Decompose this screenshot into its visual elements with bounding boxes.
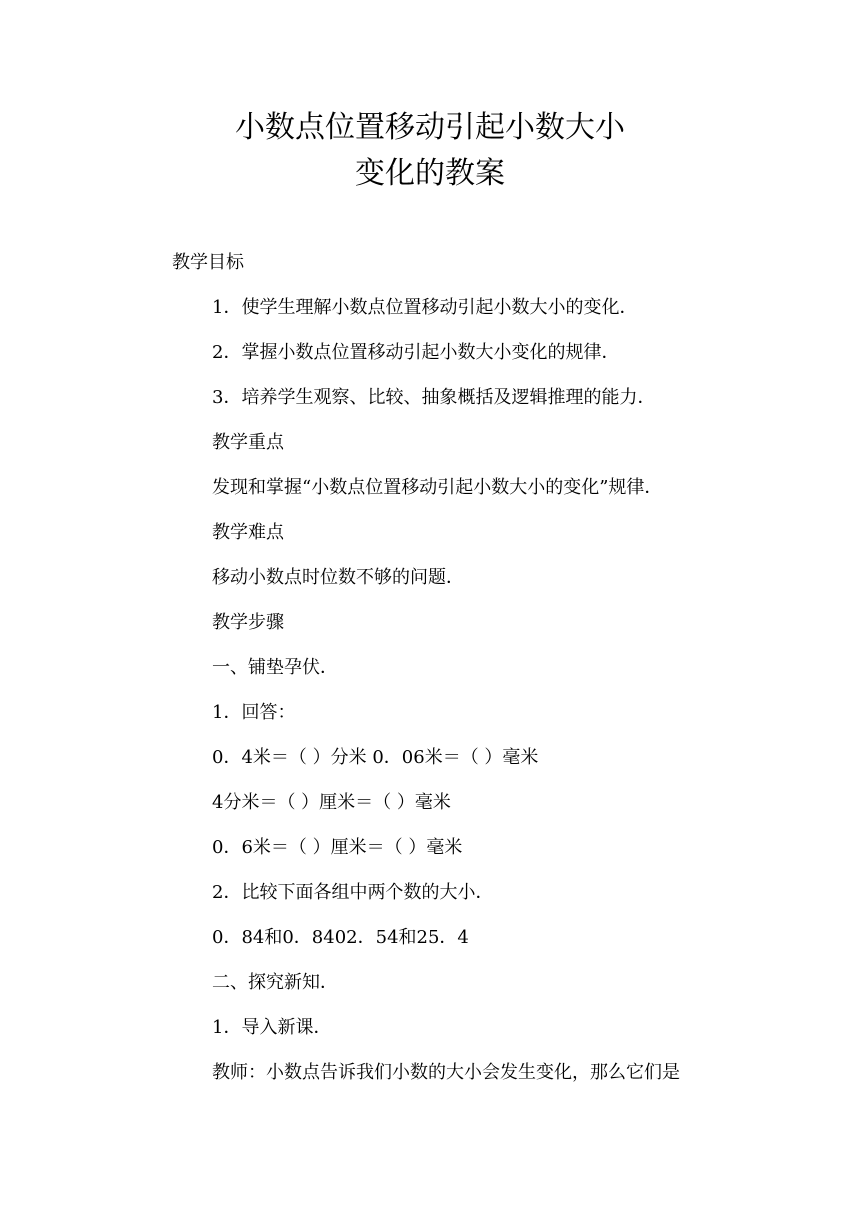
step-item-answer: 1．回答： xyxy=(212,702,296,723)
objective-item-2: 2．掌握小数点位置移动引起小数大小变化的规律． xyxy=(212,342,620,363)
exercise-line-2: 4分米＝（ ）厘米＝（ ）毫米 xyxy=(212,792,451,813)
document-title-line-2: 变化的教案 xyxy=(355,156,505,191)
exercise-line-1: 0．4米＝（ ）分米 0．06米＝（ ）毫米 xyxy=(212,747,539,768)
section-heading-teaching-steps: 教学步骤 xyxy=(212,612,284,633)
step-item-compare: 2．比较下面各组中两个数的大小． xyxy=(212,882,494,903)
document-title-line-1: 小数点位置移动引起小数大小 xyxy=(235,110,625,145)
key-point-text: 发现和掌握“小数点位置移动引起小数大小的变化”规律． xyxy=(212,477,663,498)
section-heading-teaching-objectives: 教学目标 xyxy=(172,252,244,273)
objective-item-3: 3．培养学生观察、比较、抽象概括及逻辑推理的能力． xyxy=(212,387,656,408)
compare-line: 0．84和0．8402．54和25．4 xyxy=(212,927,469,948)
difficulty-text: 移动小数点时位数不够的问题． xyxy=(212,567,464,588)
step-heading-2: 二、探究新知． xyxy=(212,972,338,993)
section-heading-key-points: 教学重点 xyxy=(212,432,284,453)
objective-item-1: 1．使学生理解小数点位置移动引起小数大小的变化． xyxy=(212,297,638,318)
teacher-dialogue-line: 教师：小数点告诉我们小数的大小会发生变化，那么它们是 xyxy=(212,1062,680,1083)
step-heading-1: 一、铺垫孕伏． xyxy=(212,657,338,678)
exercise-line-3: 0．6米＝（ ）厘米＝（ ）毫米 xyxy=(212,837,463,858)
section-heading-difficulties: 教学难点 xyxy=(212,522,284,543)
step-item-intro: 1．导入新课． xyxy=(212,1017,332,1038)
